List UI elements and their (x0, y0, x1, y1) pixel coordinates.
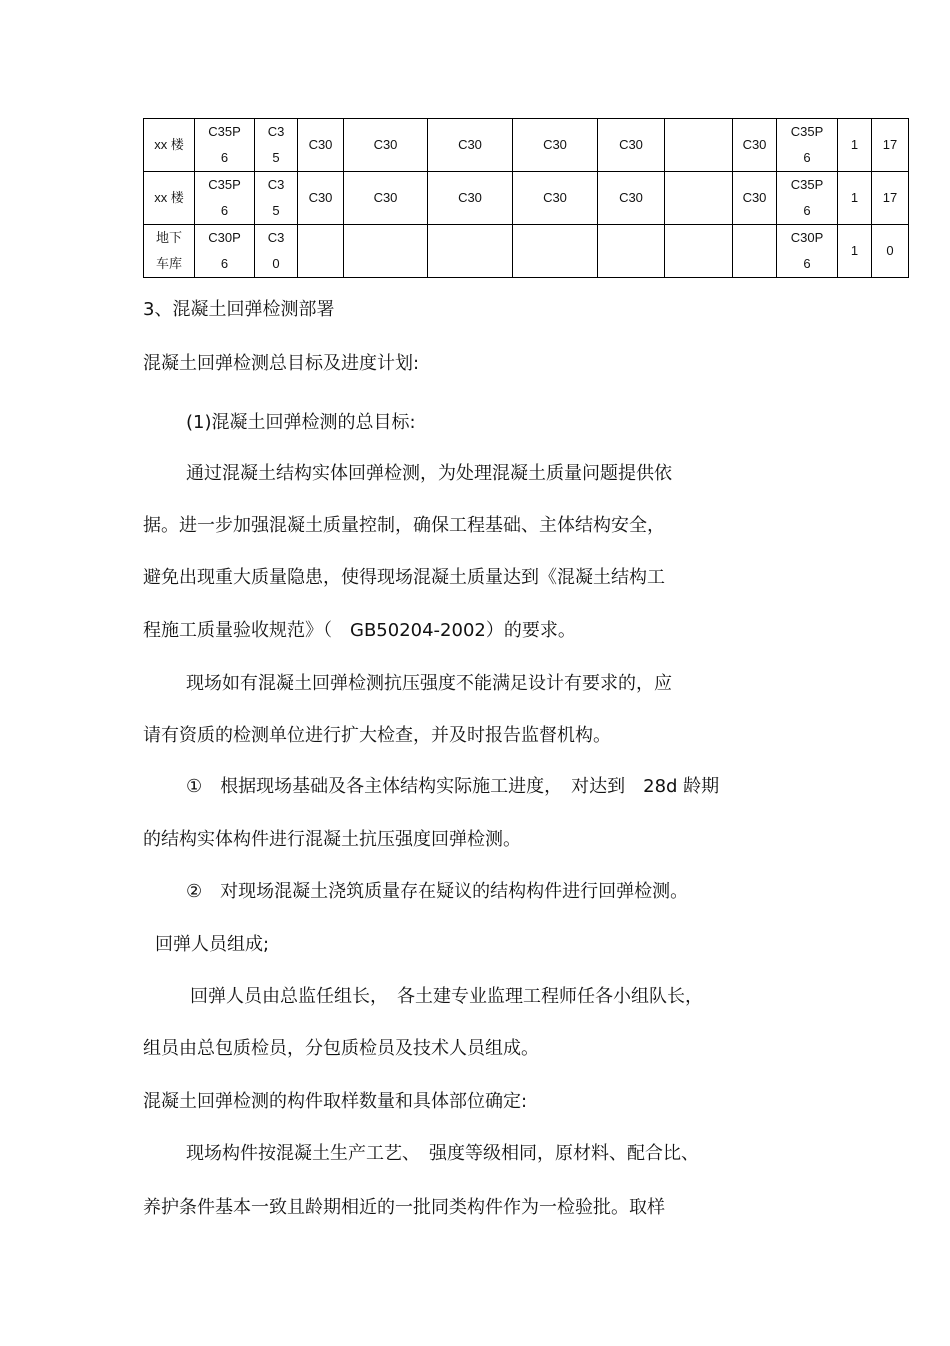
cell-text: C30 (458, 137, 482, 152)
cell-text: 1 (850, 137, 859, 152)
table-cell (428, 172, 513, 225)
table-cell (298, 119, 344, 172)
plan-heading: 混凝土回弹检测总目标及进度计划: (143, 353, 420, 374)
table-cell (733, 172, 777, 225)
cell-text: C30P 6 (790, 230, 824, 271)
cell-text: C30 (619, 137, 643, 152)
table-cell (665, 225, 733, 278)
table-cell (344, 172, 428, 225)
goal-line-3: 避免出现重大质量隐患，使得现场混凝土质量达到《混凝土结构工 (143, 567, 665, 588)
cell-text: C30 (373, 137, 398, 152)
table-cell (255, 225, 298, 278)
cell-text: C3 0 (267, 230, 285, 271)
table-cell (298, 172, 344, 225)
cell-text: 1 (850, 243, 859, 258)
cell-text: C30 (308, 190, 333, 205)
cell-text: C30 (543, 137, 567, 152)
sampling-line-2: 养护条件基本一致且龄期相近的一批同类构件作为一检验批。取样 (143, 1197, 665, 1218)
table-cell (872, 172, 909, 225)
cell-text: C30 (308, 137, 333, 152)
table-cell (298, 225, 344, 278)
table-cell (344, 225, 428, 278)
item-1-line-1: ① 根据现场基础及各主体结构实际施工进度， 对达到 28d 龄期 (186, 776, 720, 797)
item-1-line-2: 的结构实体构件进行混凝土抗压强度回弹检测。 (143, 829, 521, 850)
table-cell (513, 172, 598, 225)
cell-text: 地下 车库 (155, 230, 182, 271)
cell-text: C35P 6 (790, 124, 824, 165)
table-cell (838, 225, 872, 278)
table-row (144, 225, 909, 278)
cell-text: xx 楼 (154, 137, 184, 152)
cell-text: C30P 6 (208, 230, 241, 271)
staff-line-1: 回弹人员由总监任组长， 各土建专业监理工程师任各小组队长， (190, 986, 703, 1007)
cell-text: 1 (850, 190, 859, 205)
table-cell (144, 172, 195, 225)
cell-text: C30 (373, 190, 398, 205)
concrete-grade-table (143, 118, 909, 278)
goal-line-1: 通过混凝土结构实体回弹检测，为处理混凝土质量问题提供依 (186, 463, 672, 484)
table-cell (195, 225, 255, 278)
cell-text: C3 5 (267, 124, 285, 165)
table-cell (195, 172, 255, 225)
table-cell (513, 119, 598, 172)
table-cell (428, 119, 513, 172)
table-cell (733, 225, 777, 278)
cell-text: C3 5 (267, 177, 285, 218)
table-cell (665, 119, 733, 172)
cell-text: C30 (543, 190, 567, 205)
item-2: ② 对现场混凝土浇筑质量存在疑议的结构构件进行回弹检测。 (186, 881, 689, 902)
cell-text: 0 (886, 243, 894, 258)
table-cell (733, 119, 777, 172)
goal-line-2: 据。进一步加强混凝土质量控制，确保工程基础、主体结构安全， (143, 515, 665, 536)
cell-text: C30 (458, 190, 482, 205)
table-cell (144, 225, 195, 278)
goal-heading: (1)混凝土回弹检测的总目标: (186, 412, 416, 433)
table-cell (598, 225, 665, 278)
table-cell (255, 119, 298, 172)
table-cell (428, 225, 513, 278)
expand-line-1: 现场如有混凝土回弹检测抗压强度不能满足设计有要求的，应 (186, 673, 672, 694)
cell-text: 17 (882, 137, 898, 152)
cell-text: C35P 6 (208, 177, 241, 218)
table-cell (872, 119, 909, 172)
cell-text: C30 (742, 137, 767, 152)
goal-line-4: 程施工质量验收规范》（ GB50204-2002）的要求。 (143, 620, 576, 641)
expand-line-2: 请有资质的检测单位进行扩大检查，并及时报告监督机构。 (143, 725, 611, 746)
table-cell (872, 225, 909, 278)
cell-text: C35P 6 (790, 177, 824, 218)
table-cell (255, 172, 298, 225)
table-cell (838, 172, 872, 225)
staff-line-2: 组员由总包质检员，分包质检员及技术人员组成。 (143, 1038, 539, 1059)
table-cell (777, 225, 838, 278)
table-cell (195, 119, 255, 172)
cell-text: C30 (619, 190, 643, 205)
sampling-heading: 混凝土回弹检测的构件取样数量和具体部位确定: (143, 1091, 528, 1112)
cell-text: 17 (882, 190, 898, 205)
table-cell (665, 172, 733, 225)
table-cell (777, 119, 838, 172)
table-cell (344, 119, 428, 172)
section-heading: 3、混凝土回弹检测部署 (143, 299, 335, 320)
table-row (144, 119, 909, 172)
cell-text: xx 楼 (154, 190, 184, 205)
table-cell (513, 225, 598, 278)
cell-text: C30 (742, 190, 767, 205)
sampling-line-1: 现场构件按混凝土生产工艺、 强度等级相同，原材料、配合比、 (186, 1143, 699, 1164)
table-cell (777, 172, 838, 225)
table-cell (598, 119, 665, 172)
table-cell (598, 172, 665, 225)
table-cell (838, 119, 872, 172)
cell-text: C35P 6 (208, 124, 241, 165)
staff-heading: 回弹人员组成; (155, 934, 270, 955)
table-cell (144, 119, 195, 172)
table-row (144, 172, 909, 225)
